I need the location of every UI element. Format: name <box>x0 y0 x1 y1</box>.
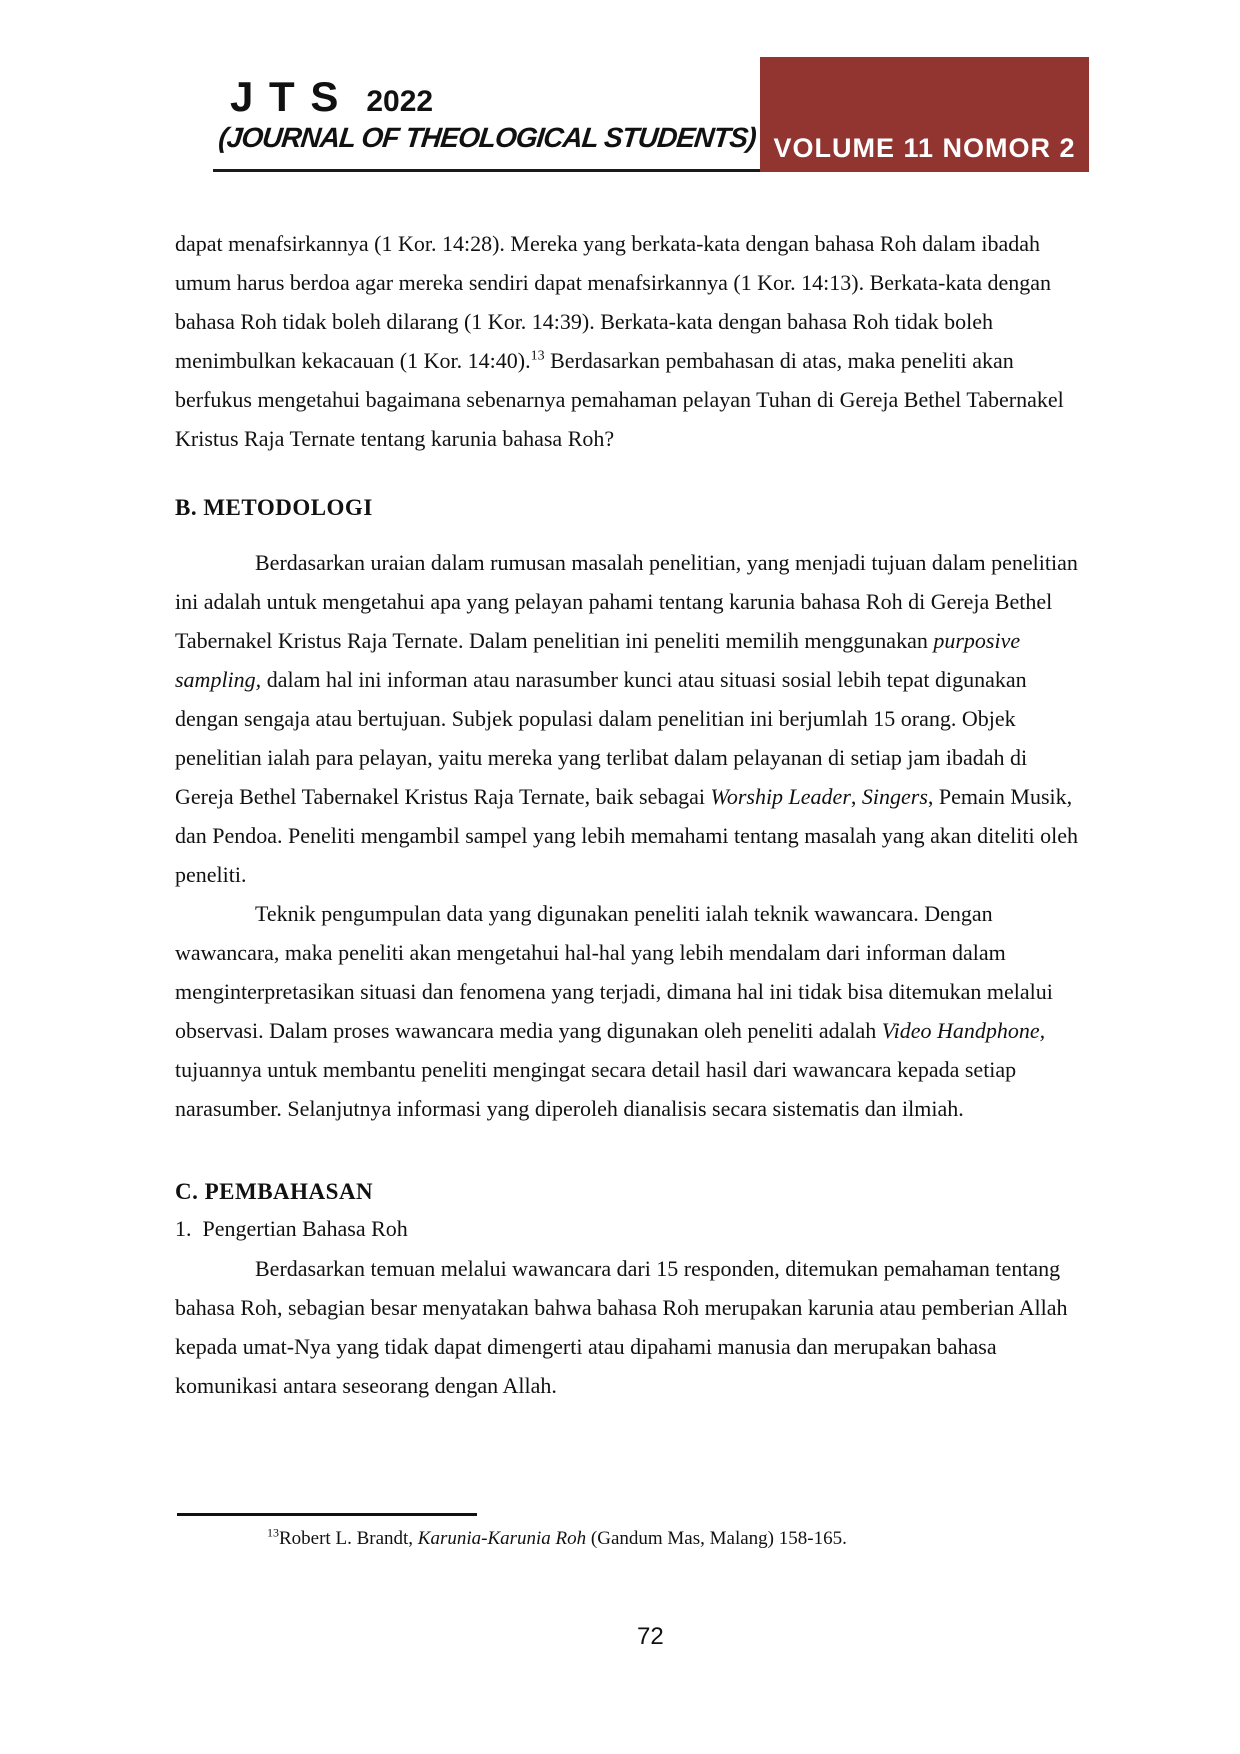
volume-badge <box>760 57 1089 172</box>
journal-logo <box>230 73 434 120</box>
journal-subtitle: (JOURNAL OF THEOLOGICAL STUDENTS) <box>217 122 758 153</box>
page-number: 72 <box>637 1623 664 1650</box>
volume-badge-label: VOLUME 11 NOMOR 2 <box>773 133 1076 163</box>
journal-abbreviation: J T S <box>230 73 341 120</box>
footnote-divider <box>177 1513 477 1516</box>
section-heading-pembahasan: C. PEMBAHASAN <box>175 1179 374 1204</box>
subsection-pengertian-bahasa-roh: 1. Pengertian Bahasa Roh <box>175 1216 408 1241</box>
journal-year: 2022 <box>366 85 434 118</box>
section-heading-metodologi: B. METODOLOGI <box>175 495 373 520</box>
paragraph-intro: dapat menafsirkannya (1 Kor. 14:28). Mereka yang berkata-kata dengan bahasa Roh dalam ibadah umum harus berdoa agar mereka sendiri dapat menafsirkannya (1 Kor. 14:13). Berkata-kata dengan bahasa Roh tidak boleh dilarang (1 Kor. 14:39). Berkata-kata dengan bahasa Roh tidak boleh menimbulkan kekacauan (1 Kor. 14:40).$^{13}$ Berdasarkan pembahasan di atas, maka peneliti akan berfukus mengetahui bagaimana sebenarnya pemahaman pelayan Tuhan di Gereja Bethel Tabernakel Kristus Raja Ternate tentang karunia bahasa Roh? <box>175 231 1064 451</box>
paragraph-metodologi-2: Teknik pengumpulan data yang digunakan peneliti ialah teknik wawancara. Dengan wawancara, maka peneliti akan mengetahui hal-hal yang lebih mendalam dari informan dalam menginterpretasikan situasi dan fenomena yang terjadi, dimana hal ini tidak bisa ditemukan melalui observasi. Dalam proses wawancara media yang digunakan oleh peneliti adalah Video Handphone, tujuannya untuk membantu peneliti mengingat secara detail hasil dari wawancara kepada setiap narasumber. Selanjutnya informasi yang diperoleh dianalisis secara sistematis dan ilmiah. <box>175 901 1053 1121</box>
footnote-13: $^{13}$Robert L. Brandt, Karunia-Karunia Roh (Gandum Mas, Malang) 158-165. <box>267 1525 847 1549</box>
paragraph-metodologi-1: Berdasarkan uraian dalam rumusan masalah penelitian, yang menjadi tujuan dalam penelitian ini adalah untuk mengetahui apa yang pelayan pahami tentang karunia bahasa Roh di Gereja Bethel Tabernakel Kristus Raja Ternate. Dalam penelitian ini peneliti memilih menggunakan purposive sampling, dalam hal ini informan atau narasumber kunci atau situasi sosial lebih tepat digunakan dengan sengaja atau bertujuan. Subjek populasi dalam penelitian ini berjumlah 15 orang. Objek penelitian ialah para pelayan, yaitu mereka yang terlibat dalam pelayanan di setiap jam ibadah di Gereja Bethel Tabernakel Kristus Raja Ternate, baik sebagai Worship Leader, Singers, Pemain Musik, dan Pendoa. Peneliti mengambil sampel yang lebih memahami tentang masalah yang akan diteliti oleh peneliti. <box>175 550 1078 887</box>
header-divider <box>213 169 761 172</box>
paragraph-pembahasan-1: Berdasarkan temuan melalui wawancara dari 15 responden, ditemukan pemahaman tentang bahasa Roh, sebagian besar menyatakan bahwa bahasa Roh merupakan karunia atau pemberian Allah kepada umat-Nya yang tidak dapat dimengerti atau dipahami manusia dan merupakan bahasa komunikasi antara seseorang dengan Allah. <box>175 1256 1068 1398</box>
